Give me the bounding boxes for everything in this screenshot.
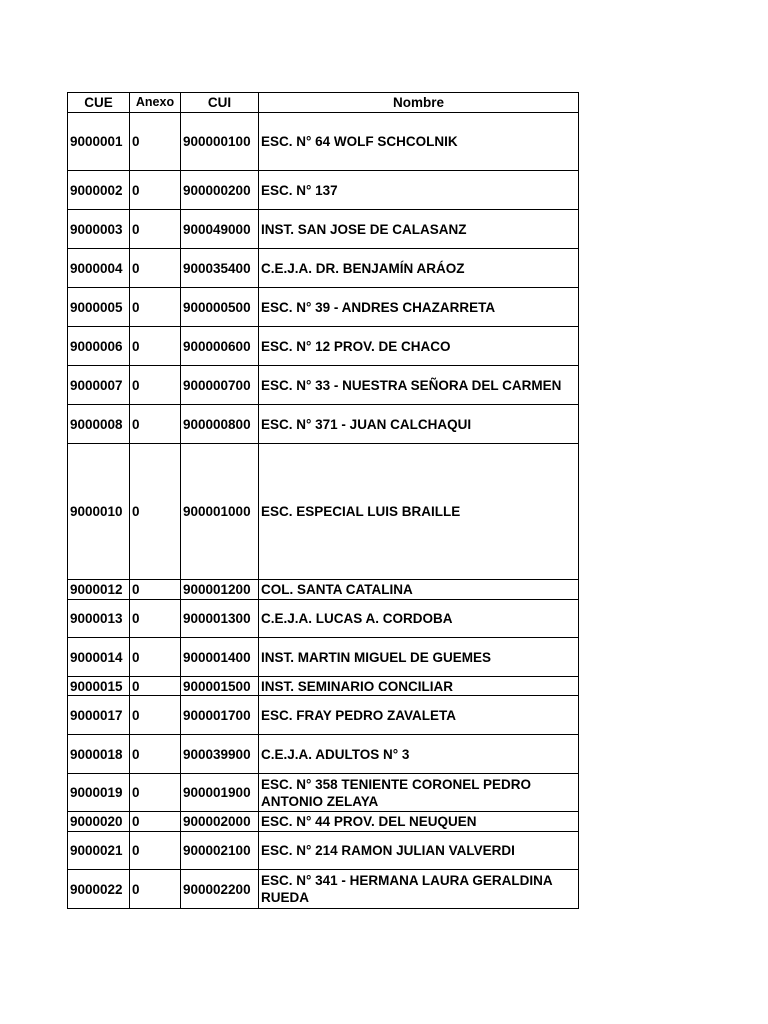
cell-anexo: 0 [130, 832, 181, 870]
cell-cue: 9000001 [68, 113, 130, 171]
cell-anexo: 0 [130, 696, 181, 735]
cell-cue: 9000010 [68, 444, 130, 580]
schools-table [67, 92, 579, 909]
cell-cui: 900001500 [181, 677, 259, 696]
cell-cui: 900000600 [181, 327, 259, 366]
cell-anexo: 0 [130, 113, 181, 171]
cell-cui: 900000100 [181, 113, 259, 171]
table-row [68, 812, 579, 832]
cell-anexo: 0 [130, 288, 181, 327]
cell-cue: 9000012 [68, 580, 130, 600]
cell-anexo: 0 [130, 870, 181, 909]
cell-cue: 9000015 [68, 677, 130, 696]
cell-anexo: 0 [130, 735, 181, 774]
table-row [68, 210, 579, 249]
cell-nombre: ESC. N° 341 - HERMANA LAURA GERALDINA RUEDA [259, 870, 579, 909]
cell-nombre: ESC. N° 137 [259, 171, 579, 210]
cell-cue: 9000014 [68, 638, 130, 677]
cell-cue: 9000004 [68, 249, 130, 288]
cell-nombre: ESC. N° 12 PROV. DE CHACO [259, 327, 579, 366]
header-nombre: Nombre [259, 93, 579, 113]
cell-anexo: 0 [130, 600, 181, 638]
table-row [68, 774, 579, 812]
cell-cui: 900001900 [181, 774, 259, 812]
cell-nombre: ESC. N° 214 RAMON JULIAN VALVERDI [259, 832, 579, 870]
table-row [68, 327, 579, 366]
cell-nombre: ESC. N° 371 - JUAN CALCHAQUI [259, 405, 579, 444]
cell-cue: 9000005 [68, 288, 130, 327]
table-row [68, 870, 579, 909]
table-row [68, 444, 579, 580]
cell-cue: 9000018 [68, 735, 130, 774]
cell-anexo: 0 [130, 366, 181, 405]
table-row [68, 288, 579, 327]
header-anexo: Anexo [130, 93, 181, 113]
table-row [68, 677, 579, 696]
cell-cue: 9000021 [68, 832, 130, 870]
cell-anexo: 0 [130, 580, 181, 600]
cell-nombre: INST. SEMINARIO CONCILIAR [259, 677, 579, 696]
cell-cui: 900000700 [181, 366, 259, 405]
cell-anexo: 0 [130, 774, 181, 812]
cell-nombre: C.E.J.A. DR. BENJAMÍN ARÁOZ [259, 249, 579, 288]
cell-nombre: ESC. N° 33 - NUESTRA SEÑORA DEL CARMEN [259, 366, 579, 405]
cell-anexo: 0 [130, 638, 181, 677]
cell-nombre: COL. SANTA CATALINA [259, 580, 579, 600]
header-cui: CUI [181, 93, 259, 113]
cell-cui: 900001000 [181, 444, 259, 580]
cell-nombre: ESC. N° 39 - ANDRES CHAZARRETA [259, 288, 579, 327]
cell-nombre: ESC. ESPECIAL LUIS BRAILLE [259, 444, 579, 580]
cell-anexo: 0 [130, 171, 181, 210]
cell-cue: 9000008 [68, 405, 130, 444]
cell-cui: 900039900 [181, 735, 259, 774]
cell-nombre: INST. MARTIN MIGUEL DE GUEMES [259, 638, 579, 677]
cell-cue: 9000020 [68, 812, 130, 832]
cell-cue: 9000022 [68, 870, 130, 909]
cell-anexo: 0 [130, 210, 181, 249]
cell-cui: 900000500 [181, 288, 259, 327]
cell-cui: 900002000 [181, 812, 259, 832]
cell-cui: 900000200 [181, 171, 259, 210]
cell-cui: 900002200 [181, 870, 259, 909]
cell-anexo: 0 [130, 812, 181, 832]
table-row [68, 171, 579, 210]
cell-cui: 900001300 [181, 600, 259, 638]
cell-nombre: INST. SAN JOSE DE CALASANZ [259, 210, 579, 249]
cell-cue: 9000013 [68, 600, 130, 638]
cell-cui: 900035400 [181, 249, 259, 288]
cell-cue: 9000019 [68, 774, 130, 812]
table-row [68, 832, 579, 870]
cell-nombre: ESC. N° 358 TENIENTE CORONEL PEDRO ANTONIO ZELAYA [259, 774, 579, 812]
cell-cue: 9000003 [68, 210, 130, 249]
cell-cui: 900001400 [181, 638, 259, 677]
cell-cui: 900001700 [181, 696, 259, 735]
cell-cue: 9000002 [68, 171, 130, 210]
cell-cui: 900049000 [181, 210, 259, 249]
cell-cui: 900000800 [181, 405, 259, 444]
table-row [68, 366, 579, 405]
table-row [68, 580, 579, 600]
cell-anexo: 0 [130, 444, 181, 580]
cell-cui: 900001200 [181, 580, 259, 600]
table-row [68, 249, 579, 288]
header-cue: CUE [68, 93, 130, 113]
cell-cui: 900002100 [181, 832, 259, 870]
table-row [68, 405, 579, 444]
cell-anexo: 0 [130, 249, 181, 288]
cell-anexo: 0 [130, 327, 181, 366]
cell-nombre: ESC. N° 44 PROV. DEL NEUQUEN [259, 812, 579, 832]
cell-anexo: 0 [130, 677, 181, 696]
cell-nombre: ESC. N° 64 WOLF SCHCOLNIK [259, 113, 579, 171]
cell-anexo: 0 [130, 405, 181, 444]
table-row [68, 735, 579, 774]
table-row [68, 113, 579, 171]
table-row [68, 638, 579, 677]
table-row [68, 600, 579, 638]
cell-nombre: C.E.J.A. ADULTOS N° 3 [259, 735, 579, 774]
cell-nombre: C.E.J.A. LUCAS A. CORDOBA [259, 600, 579, 638]
table-row [68, 696, 579, 735]
cell-nombre: ESC. FRAY PEDRO ZAVALETA [259, 696, 579, 735]
cell-cue: 9000007 [68, 366, 130, 405]
cell-cue: 9000006 [68, 327, 130, 366]
header-row [68, 93, 579, 113]
cell-cue: 9000017 [68, 696, 130, 735]
